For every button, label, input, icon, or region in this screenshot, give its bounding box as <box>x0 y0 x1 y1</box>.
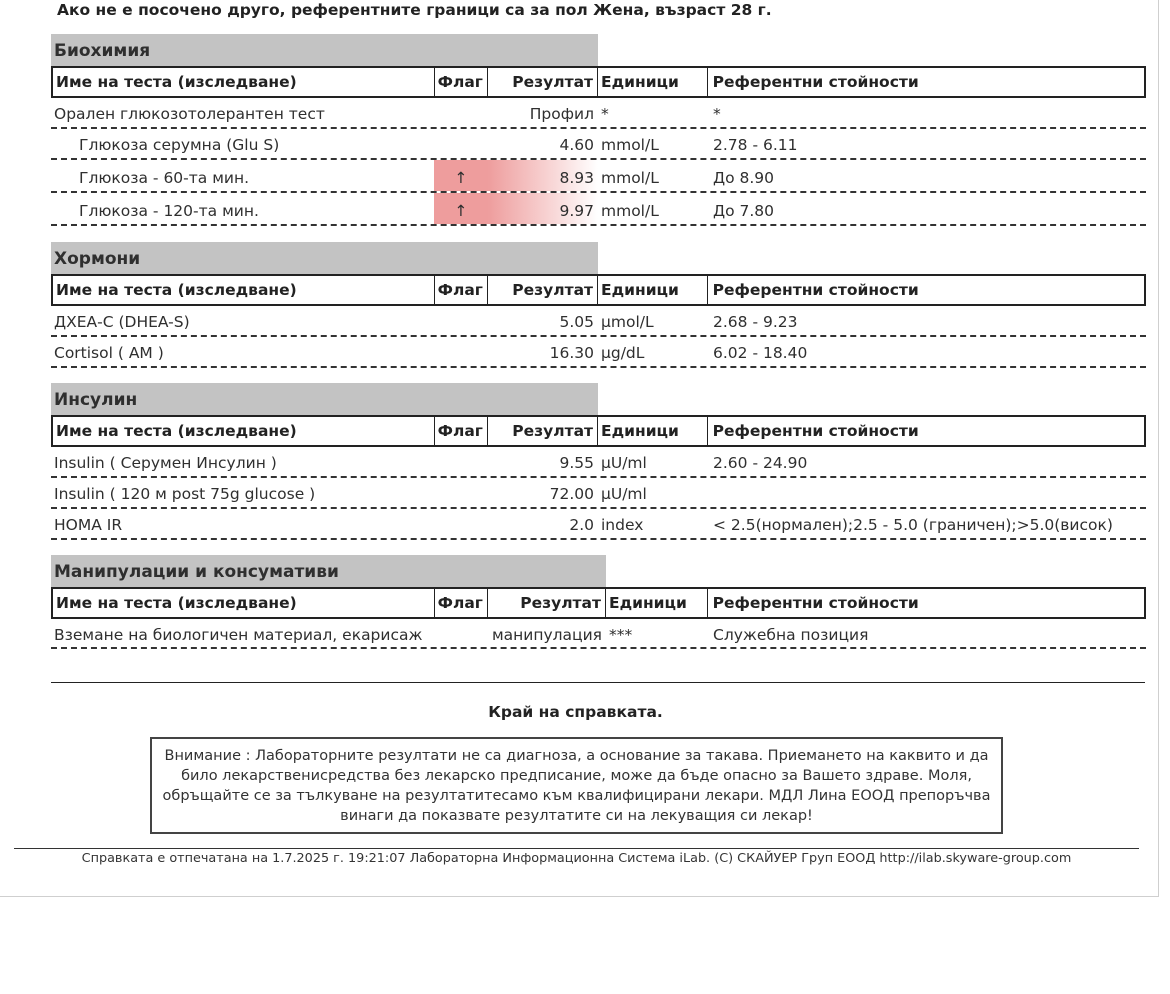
table-row-flagged <box>51 160 1146 193</box>
test-name: Cortisol ( AM ) <box>54 344 164 362</box>
test-result: 2.0 <box>569 516 594 534</box>
table-row <box>51 478 1146 509</box>
test-unit: mmol/L <box>601 136 659 154</box>
test-reference: 2.60 - 24.90 <box>713 454 808 472</box>
end-divider <box>51 682 1145 683</box>
header-units: Единици <box>598 417 708 445</box>
header-result: Резултат <box>488 589 606 617</box>
header-name: Име на теста (изследване) <box>53 589 435 617</box>
section-title: Инсулин <box>51 383 598 415</box>
table-header <box>51 66 1146 98</box>
table-header <box>51 587 1146 619</box>
test-flag <box>434 509 488 538</box>
test-reference: До 7.80 <box>713 202 775 220</box>
test-result: 8.93 <box>488 160 598 191</box>
section-title: Хормони <box>51 242 598 274</box>
test-flag <box>434 447 488 476</box>
test-name: Insulin ( 120 м post 75g glucose ) <box>54 485 316 503</box>
header-result: Резултат <box>488 276 598 304</box>
section-hormones <box>51 242 1146 368</box>
test-result: 72.00 <box>549 485 594 503</box>
header-units: Единици <box>606 589 708 617</box>
header-name: Име на теста (изследване) <box>53 68 435 96</box>
section-title: Биохимия <box>51 34 598 66</box>
test-name: Глюкоза серумна (Glu S) <box>79 136 280 154</box>
section-manipulations <box>51 555 1146 649</box>
test-unit: *** <box>609 626 633 644</box>
table-row <box>51 509 1146 540</box>
test-result: 9.55 <box>559 454 594 472</box>
test-name: Глюкоза - 120-та мин. <box>79 202 259 220</box>
header-result: Резултат <box>488 417 598 445</box>
test-unit: µg/dL <box>601 344 645 362</box>
header-reference: Референтни стойности <box>712 73 919 91</box>
test-result: 4.60 <box>559 136 594 154</box>
header-reference: Референтни стойности <box>712 281 919 299</box>
test-result: Профил <box>529 105 594 123</box>
test-result: 16.30 <box>549 344 594 362</box>
header-flag: Флаг <box>435 68 489 96</box>
table-row-flagged <box>51 193 1146 226</box>
table-row <box>51 129 1146 160</box>
test-reference: 2.68 - 9.23 <box>713 313 798 331</box>
header-name: Име на теста (изследване) <box>53 276 435 304</box>
end-of-report: Край на справката. <box>488 703 663 721</box>
test-reference: Служебна позиция <box>713 626 869 644</box>
table-row <box>51 98 1146 129</box>
section-title: Манипулации и консумативи <box>51 555 606 587</box>
header-reference: Референтни стойности <box>712 594 919 612</box>
test-result: 5.05 <box>559 313 594 331</box>
test-unit: index <box>601 516 644 534</box>
table-row <box>51 306 1146 337</box>
test-name: HOMA IR <box>54 516 123 534</box>
high-flag-arrow-icon: ↑ <box>434 160 488 191</box>
test-reference: 2.78 - 6.11 <box>713 136 798 154</box>
table-header <box>51 274 1146 306</box>
test-reference: * <box>713 105 721 123</box>
table-header <box>51 415 1146 447</box>
test-flag <box>434 129 488 158</box>
footer-divider <box>14 848 1139 849</box>
table-row <box>51 337 1146 368</box>
test-result: 9.97 <box>488 193 598 224</box>
test-unit: mmol/L <box>601 169 659 187</box>
header-units: Единици <box>598 68 708 96</box>
table-row <box>51 619 1146 649</box>
print-footer: Справката е отпечатана на 1.7.2025 г. 19:21:07 Лабораторна Информационна Система iLab. (C) СКАЙУЕР Груп ЕООД http://ilab.skyware-group.com <box>81 851 1072 866</box>
test-reference: 6.02 - 18.40 <box>713 344 808 362</box>
test-name: Глюкоза - 60-та мин. <box>79 169 250 187</box>
test-unit: µmol/L <box>601 313 654 331</box>
test-unit: µU/ml <box>601 454 647 472</box>
test-name: Орален глюкозотолерантен тест <box>54 105 325 123</box>
test-flag <box>434 98 488 127</box>
test-name: Insulin ( Серумен Инсулин ) <box>54 454 277 472</box>
test-result: манипулация <box>491 626 602 644</box>
header-flag: Флаг <box>435 276 489 304</box>
warning-box: Внимание : Лабораторните резултати не са диагноза, а основание за такава. Приемането на каквито и да било лекарственисредства без лекарско предписание, може да бъде опасно за Вашето здраве. Моля, обръщайте се за тълкуване на резултатитесамо към квалифицирани лекари. МДЛ Лина ЕООД препоръчва винаги да показвате резултатите си на лекуващия си лекар! <box>150 737 1003 834</box>
test-flag <box>434 337 488 366</box>
test-unit: mmol/L <box>601 202 659 220</box>
test-flag <box>434 306 488 335</box>
section-biochemistry <box>51 34 1146 226</box>
test-unit: µU/ml <box>601 485 647 503</box>
header-result: Резултат <box>488 68 598 96</box>
test-reference: До 8.90 <box>713 169 775 187</box>
test-flag <box>434 478 488 507</box>
test-flag <box>434 619 488 647</box>
reference-note: Ако не е посочено друго, референтните граници са за пол Жена, възраст 28 г. <box>57 1 772 19</box>
test-name: ДХЕА-С (DHEA-S) <box>54 313 190 331</box>
header-name: Име на теста (изследване) <box>53 417 435 445</box>
test-reference: < 2.5(нормален);2.5 - 5.0 (граничен);>5.0(висок) <box>713 516 1113 534</box>
test-unit: * <box>601 105 609 123</box>
header-units: Единици <box>598 276 708 304</box>
table-row <box>51 447 1146 478</box>
high-flag-arrow-icon: ↑ <box>434 193 488 224</box>
header-reference: Референтни стойности <box>712 422 919 440</box>
header-flag: Флаг <box>435 589 489 617</box>
section-insulin <box>51 383 1146 540</box>
test-reference <box>708 478 1146 507</box>
test-name: Вземане на биологичен материал, екарисаж <box>54 626 423 644</box>
header-flag: Флаг <box>435 417 489 445</box>
